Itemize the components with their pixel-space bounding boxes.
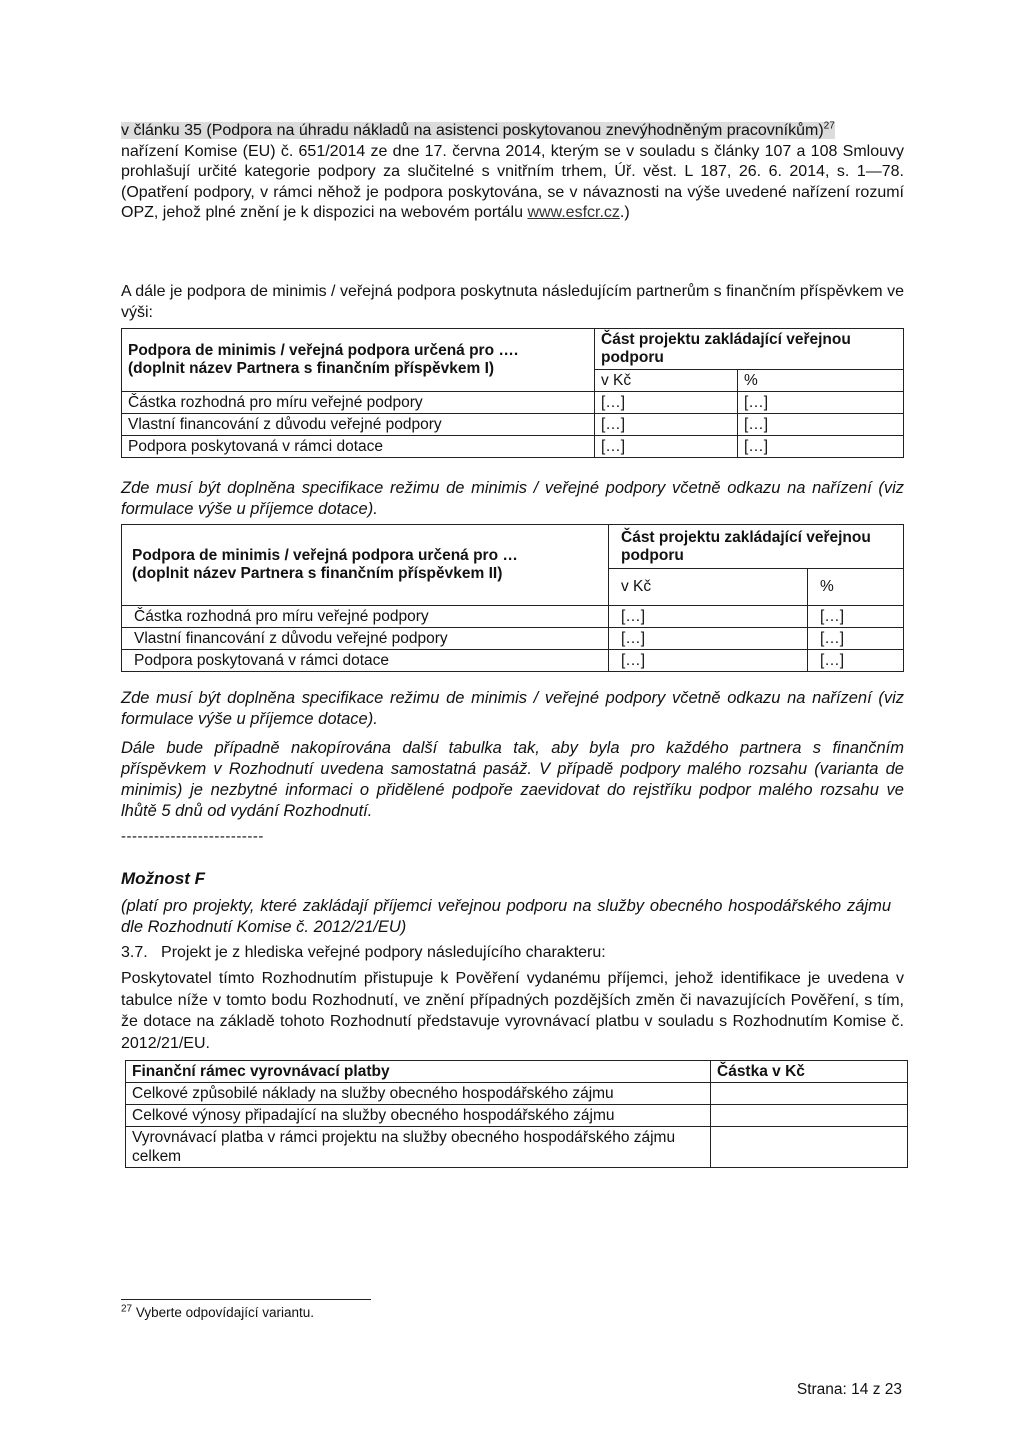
table2-col-pct: % <box>808 569 904 606</box>
footnote-number: 27 <box>121 1303 133 1315</box>
table1-head-right: Část projektu zakládající veřejnou podporu <box>595 329 904 370</box>
separator: -------------------------- <box>121 828 264 845</box>
page-number: Strana: 14 z 23 <box>796 1381 902 1398</box>
table-row: Podpora poskytovaná v rámci dotace […] […] <box>122 650 904 672</box>
intro-paragraph <box>121 121 904 224</box>
table-row: Celkové výnosy připadající na služby obecného hospodářského zájmu <box>126 1105 908 1127</box>
intro-line: v článku 35 (Podpora na úhradu nákladů na asistenci poskytovanou znevýhodněným pracovníkům) <box>121 122 824 139</box>
table-row: Částka rozhodná pro míru veřejné podpory […] […] <box>122 392 904 414</box>
intro-text-end: .) <box>619 204 630 221</box>
table3-head-right: Částka v Kč <box>711 1061 908 1083</box>
table1-col-kc: v Kč <box>595 370 738 392</box>
option-f-body: Poskytovatel tímto Rozhodnutím přistupuje k Pověření vydanému příjemci, jehož identifikace je uvedena v tabulce níže v tomto bodu Rozhodnutí, ve znění případných pozdějších změn či navazujících Pověření, s tím, že dotace na základě tohoto Rozhodnutí představuje vyrovnávací platbu v souladu s Rozhodnutím Komise č. 2012/21/EU. <box>121 970 904 1052</box>
esfcr-link[interactable]: www.esfcr.cz <box>527 204 620 221</box>
note-1: Zde musí být doplněna specifikace režimu de minimis / veřejné podpory včetně odkazu na nařízení (viz formulace výše u příjemce dotace). <box>121 479 904 518</box>
footnote-text: Vyberte odpovídající variantu. <box>132 1305 314 1320</box>
table1-head-left: Podpora de minimis / veřejná podpora určená pro …. (doplnit název Partnera s finančním příspěvkem I) <box>122 329 595 392</box>
option-f-subtitle: (platí pro projekty, které zakládají příjemci veřejnou podporu na služby obecného hospodářského zájmu dle Rozhodnutí Komise č. 2012/21/EU) <box>121 897 891 936</box>
note-2: Zde musí být doplněna specifikace režimu de minimis / veřejné podpory včetně odkazu na nařízení (viz formulace výše u příjemce dotace). <box>121 689 904 728</box>
clause-3-7: 3.7. Projekt je z hlediska veřejné podpory následujícího charakteru: <box>121 944 606 961</box>
intro-text: nařízení Komise (EU) č. 651/2014 ze dne 17. června 2014, kterým se v souladu s články 107 a 108 Smlouvy prohlašují určité kategorie podpory za slučitelné s vnitřním trhem, Úř. věst. L 187, 26. 6. 2014, s. 1—78. (Opatření podpory, v rámci něhož je podpora poskytována, se v návaznosti na výše uvedené nařízení rozumí OPZ, jehož plné znění je k dispozici na webovém portálu <box>121 142 904 221</box>
partner-2-aid-table <box>121 524 904 672</box>
table-row: Vyrovnávací platba v rámci projektu na služby obecného hospodářského zájmu celkem <box>126 1127 908 1168</box>
partners-intro: A dále je podpora de minimis / veřejná podpora poskytnuta následujícím partnerům s finančním příspěvkem ve výši: <box>121 283 904 321</box>
footnote-divider <box>121 1299 371 1300</box>
note-3: Dále bude případně nakopírována další tabulka tak, aby byla pro každého partnera s finančním příspěvkem v Rozhodnutí uvedena samostatná pasáž. V případě podpory malého rozsahu (varianta de minimis) je nezbytné informaci o přidělené podpoře zaevidovat do rejstříku podpor malého rozsahu ve lhůtě 5 dnů od vydání Rozhodnutí. <box>121 739 904 820</box>
compensation-table <box>125 1060 908 1168</box>
table2-col-kc: v Kč <box>609 569 808 606</box>
table3-head-left: Finanční rámec vyrovnávací platby <box>126 1061 711 1083</box>
table-row: Podpora poskytovaná v rámci dotace […] […] <box>122 436 904 458</box>
highlighted-variant <box>121 122 835 139</box>
option-f-title: Možnost F <box>121 869 206 888</box>
partner-1-aid-table <box>121 328 904 458</box>
footnote-ref[interactable]: 27 <box>823 120 835 132</box>
footnote <box>121 1305 314 1320</box>
table2-head-right: Část projektu zakládající veřejnou podporu <box>609 525 904 569</box>
table-row: Celkové způsobilé náklady na služby obecného hospodářského zájmu <box>126 1083 908 1105</box>
table1-col-pct: % <box>738 370 904 392</box>
table-row: Vlastní financování z důvodu veřejné podpory […] […] <box>122 414 904 436</box>
table2-head-left: Podpora de minimis / veřejná podpora určená pro … (doplnit název Partnera s finančním příspěvkem II) <box>122 525 609 606</box>
table-row: Vlastní financování z důvodu veřejné podpory […] […] <box>122 628 904 650</box>
table-row: Částka rozhodná pro míru veřejné podpory […] […] <box>122 606 904 628</box>
